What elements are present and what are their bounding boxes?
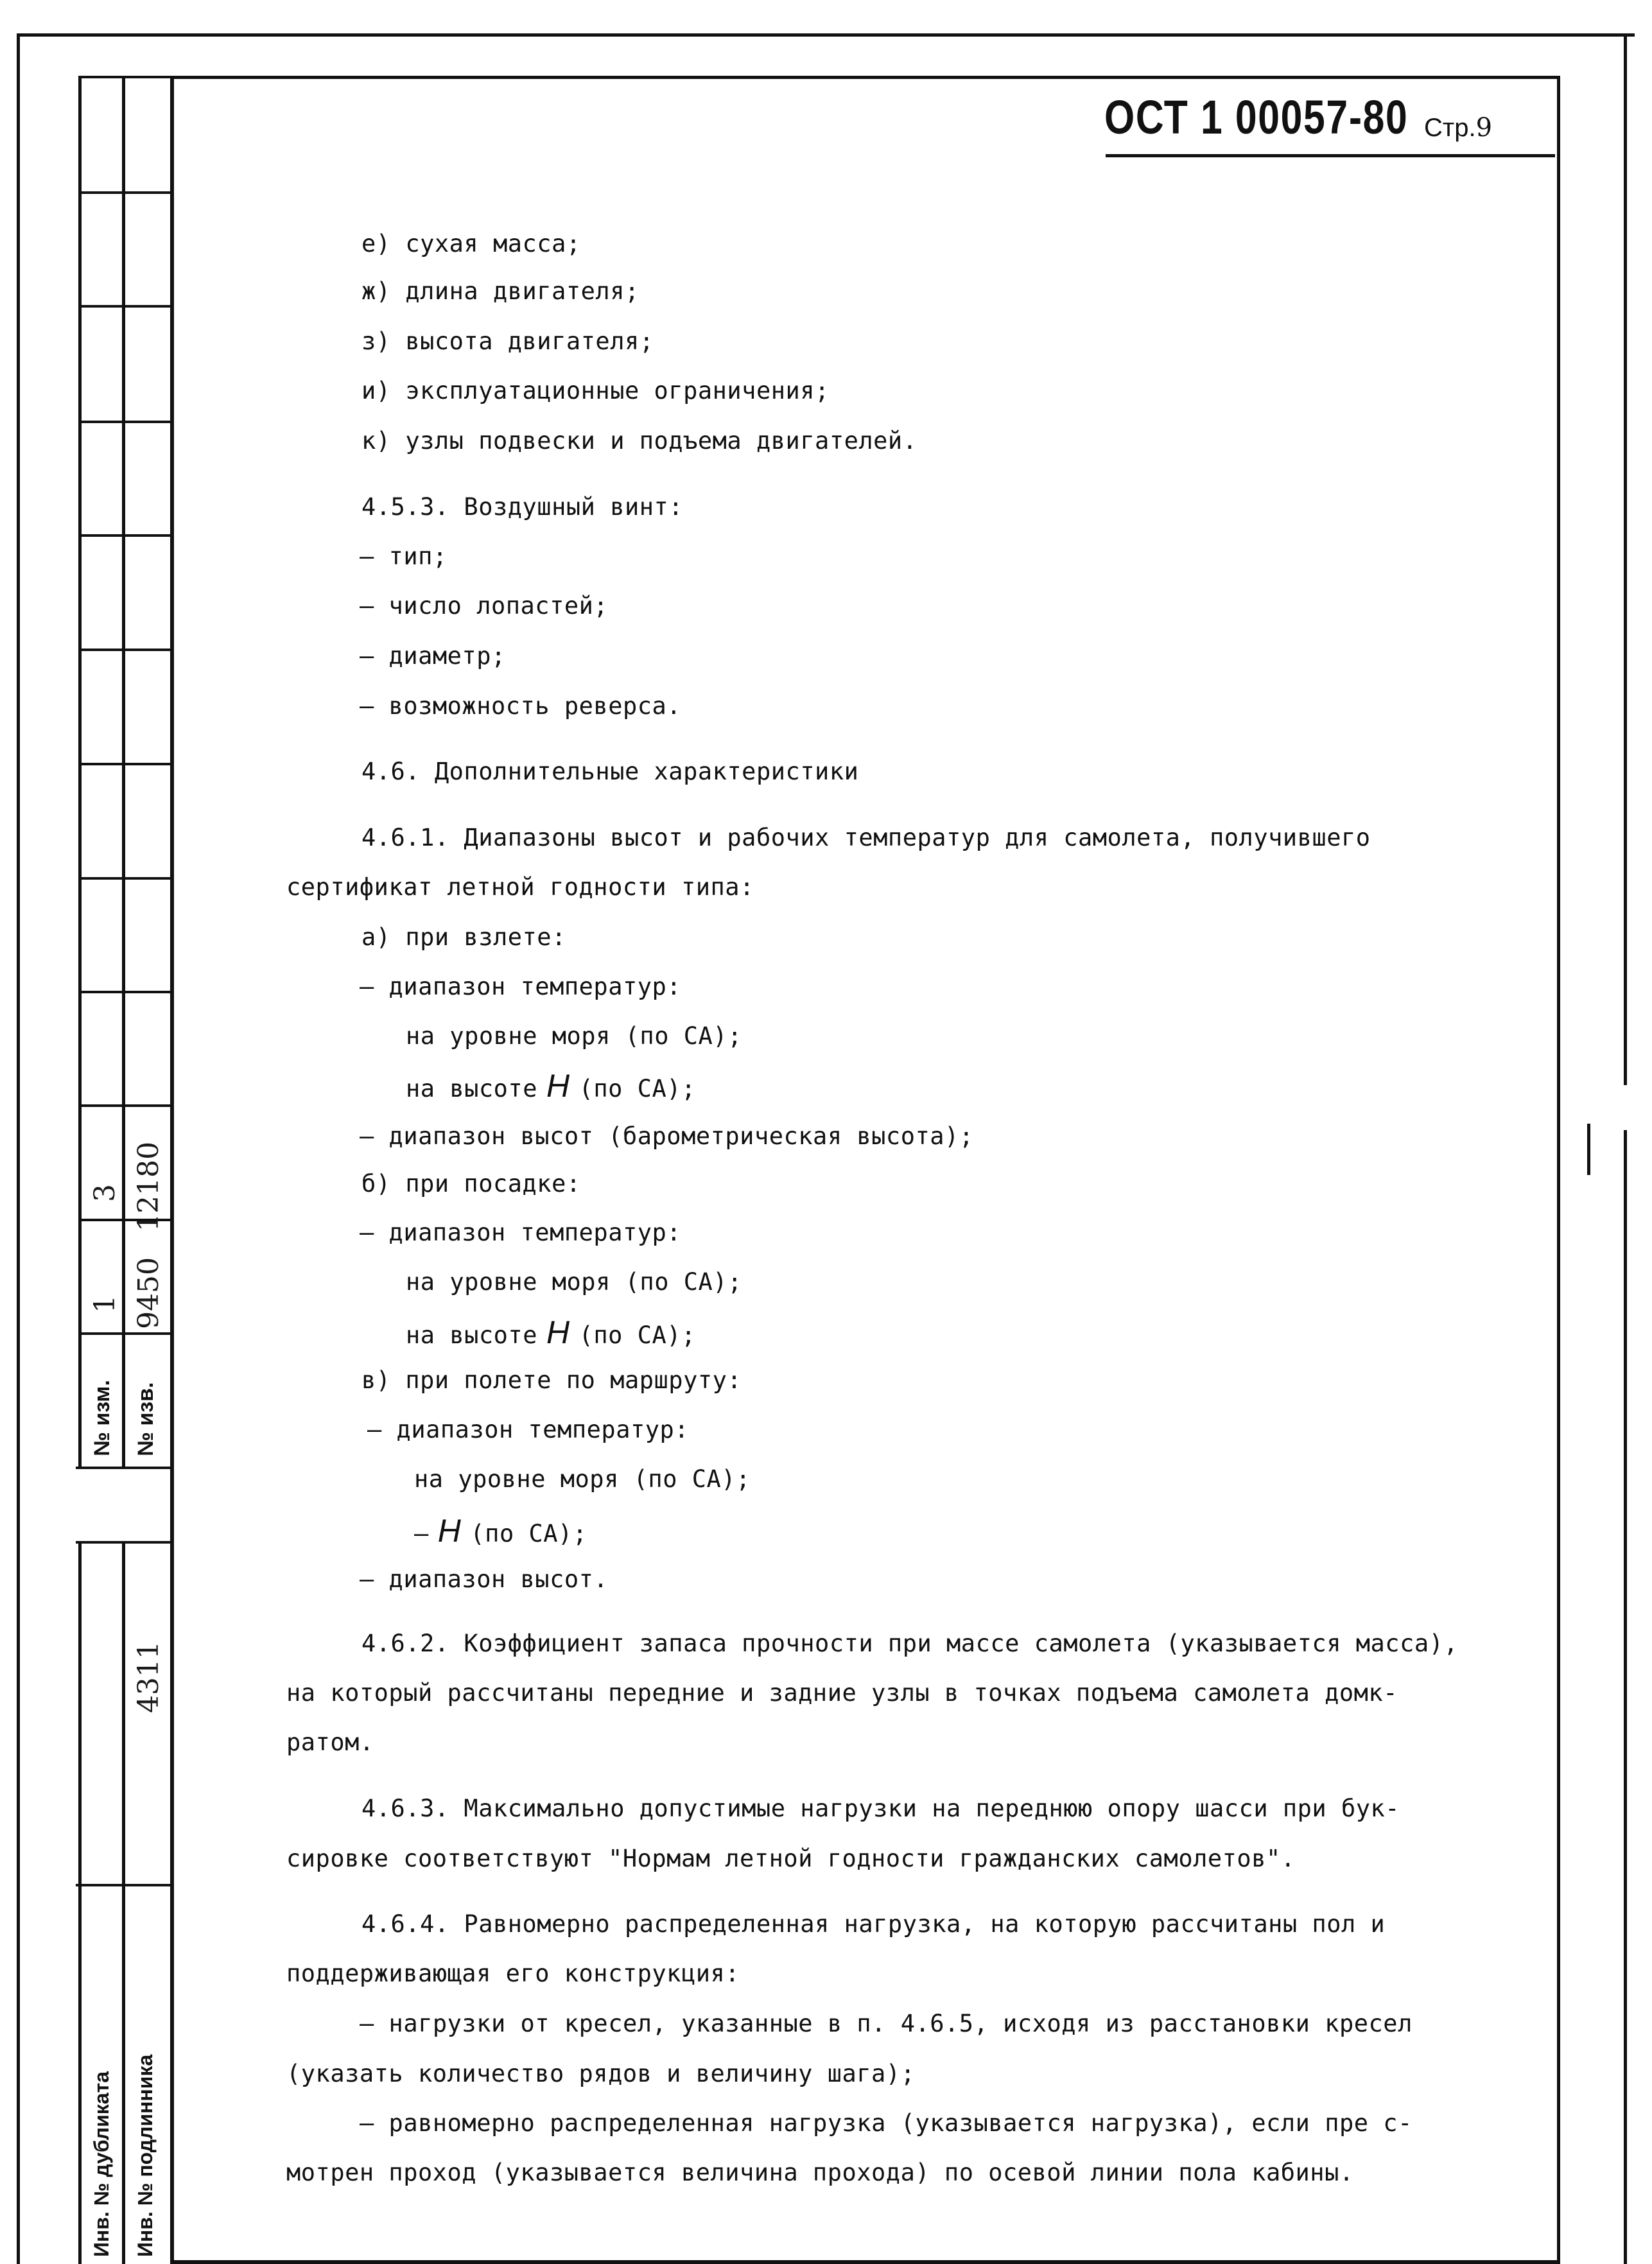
paragraph-4-6-2-line-2: на который рассчитаны передние и задние узлы в точках подъема самолета домк- — [286, 1679, 1398, 1707]
title-block-rule — [78, 305, 170, 308]
section-heading-4-5-3: 4.5.3. Воздушный винт: — [361, 493, 684, 521]
inventory-rule-top — [76, 1541, 172, 1544]
paragraph-4-6-3-line-1: 4.6.3. Максимально допустимые нагрузки на переднюю опору шасси при бук- — [361, 1795, 1400, 1822]
temp-altitude-h — [406, 1314, 696, 1351]
subitem-landing: б) при посадке: — [361, 1170, 581, 1197]
paragraph-4-6-3-line-2: сировке соответствуют "Нормам летной годности гражданских самолетов". — [286, 1845, 1296, 1872]
by-sa-text: (по СА); — [578, 1075, 696, 1102]
bullet-diameter: – диаметр; — [360, 642, 506, 670]
original-inventory-label: Инв. № подлинника — [134, 2054, 157, 2257]
page-number: 9 — [1475, 113, 1493, 143]
subitem-en-route: в) при полете по маршруту: — [361, 1366, 742, 1394]
revision-notice-value-12180: 12180 — [132, 1142, 165, 1232]
altitude-symbol-h: H — [546, 1068, 570, 1104]
at-altitude-text: на высоте — [406, 1075, 537, 1102]
inventory-rule-mid — [76, 1884, 172, 1886]
outer-page-border-right — [1624, 33, 1627, 2264]
revision-change-value-3: 3 — [89, 1184, 121, 1202]
by-sa-text: (по СА); — [578, 1321, 696, 1349]
title-block-rule — [78, 649, 170, 651]
bullet-altitude-range-barometric: – диапазон высот (барометрическая высота); — [360, 1122, 974, 1150]
bullet-temperature-range: – диапазон температур: — [360, 1219, 682, 1246]
border-gap — [1624, 1085, 1629, 1130]
paragraph-4-6-1-line-2: сертификат летной годности типа: — [286, 873, 754, 901]
margin-tick — [1587, 1124, 1590, 1175]
title-block-rule — [78, 76, 170, 78]
revision-notice-value-9450: 9450 — [132, 1257, 165, 1329]
list-item-k: к) узлы подвески и подъема двигателей. — [361, 427, 917, 455]
bullet-type: – тип; — [360, 543, 448, 570]
section-heading-4-6: 4.6. Дополнительные характеристики — [361, 758, 859, 785]
bullet-blade-count: – число лопастей; — [360, 592, 609, 620]
original-inventory-number: 4311 — [132, 1641, 165, 1713]
list-item-e: е) сухая масса; — [361, 230, 581, 257]
subitem-takeoff: а) при взлете: — [361, 923, 566, 951]
revision-change-value-1: 1 — [89, 1295, 121, 1313]
paragraph-4-6-2-line-1: 4.6.2. Коэффициент запаса прочности при массе самолета (указывается масса), — [361, 1630, 1459, 1657]
list-item-i: и) эксплуатационные ограничения; — [361, 377, 830, 405]
page-label: Стр. — [1424, 114, 1476, 142]
title-block-line-outer — [78, 76, 82, 1469]
paragraph-4-6-4-bullet-2-line-1: – равномерно распределенная нагрузка (указывается нагрузка), если пре с- — [360, 2109, 1413, 2137]
title-block-rule — [76, 1467, 172, 1469]
at-altitude-text: на высоте — [406, 1321, 537, 1349]
title-block-rule — [78, 877, 170, 880]
page-indicator — [1424, 113, 1492, 143]
paragraph-4-6-2-line-3: ратом. — [286, 1728, 374, 1756]
by-sa-text: (по СА); — [470, 1520, 587, 1547]
paragraph-4-6-4-bullet-1-line-2: (указать количество рядов и величину шага); — [286, 2060, 916, 2087]
bullet-temperature-range: – диапазон температур: — [367, 1416, 690, 1443]
title-block-rule — [78, 1104, 170, 1107]
temp-altitude-h — [414, 1512, 587, 1549]
paragraph-4-6-4-bullet-2-line-2: мотрен проход (указывается величина прохода) по осевой линии пола кабины. — [286, 2159, 1354, 2186]
title-block-rule — [78, 421, 170, 423]
temp-sea-level: на уровне моря (по СА); — [406, 1022, 742, 1050]
inventory-line-mid — [122, 1541, 125, 2264]
temp-sea-level: на уровне моря (по СА); — [414, 1465, 751, 1493]
temp-sea-level: на уровне моря (по СА); — [406, 1268, 742, 1296]
temp-altitude-h — [406, 1067, 696, 1104]
title-block-rule — [78, 763, 170, 765]
bullet-altitude-range: – диапазон высот. — [360, 1565, 609, 1593]
standard-designation: ОСТ 1 00057-80 — [1104, 91, 1409, 144]
list-item-z: з) высота двигателя; — [361, 327, 654, 355]
paragraph-4-6-1-line-1: 4.6.1. Диапазоны высот и рабочих температур для самолета, получившего — [361, 824, 1371, 851]
title-block-rule — [78, 991, 170, 993]
inventory-line-outer — [78, 1541, 82, 2264]
duplicate-inventory-label: Инв. № дубликата — [90, 2071, 113, 2257]
title-block-rule — [78, 191, 170, 194]
title-block-line-mid — [122, 76, 125, 1469]
at-altitude-text: – — [414, 1520, 429, 1547]
header-rule — [1106, 154, 1555, 157]
paragraph-4-6-4-line-2: поддерживающая его конструкция: — [286, 1960, 740, 1987]
paragraph-4-6-4-bullet-1-line-1: – нагрузки от кресел, указанные в п. 4.6.5, исходя из расстановки кресел — [360, 2010, 1413, 2037]
revision-change-label: № изм. — [90, 1380, 114, 1456]
altitude-symbol-h: H — [546, 1314, 570, 1350]
bullet-reverse: – возможность реверса. — [360, 692, 682, 720]
paragraph-4-6-4-line-1: 4.6.4. Равномерно распределенная нагрузка, на которую рассчитаны пол и — [361, 1910, 1386, 1938]
revision-notice-label: № изв. — [134, 1382, 158, 1456]
title-block-rule — [78, 1332, 170, 1335]
list-item-zh: ж) длина двигателя; — [361, 277, 639, 305]
title-block-rule — [78, 534, 170, 537]
altitude-symbol-h: H — [437, 1513, 462, 1549]
bullet-temperature-range: – диапазон температур: — [360, 973, 682, 1000]
